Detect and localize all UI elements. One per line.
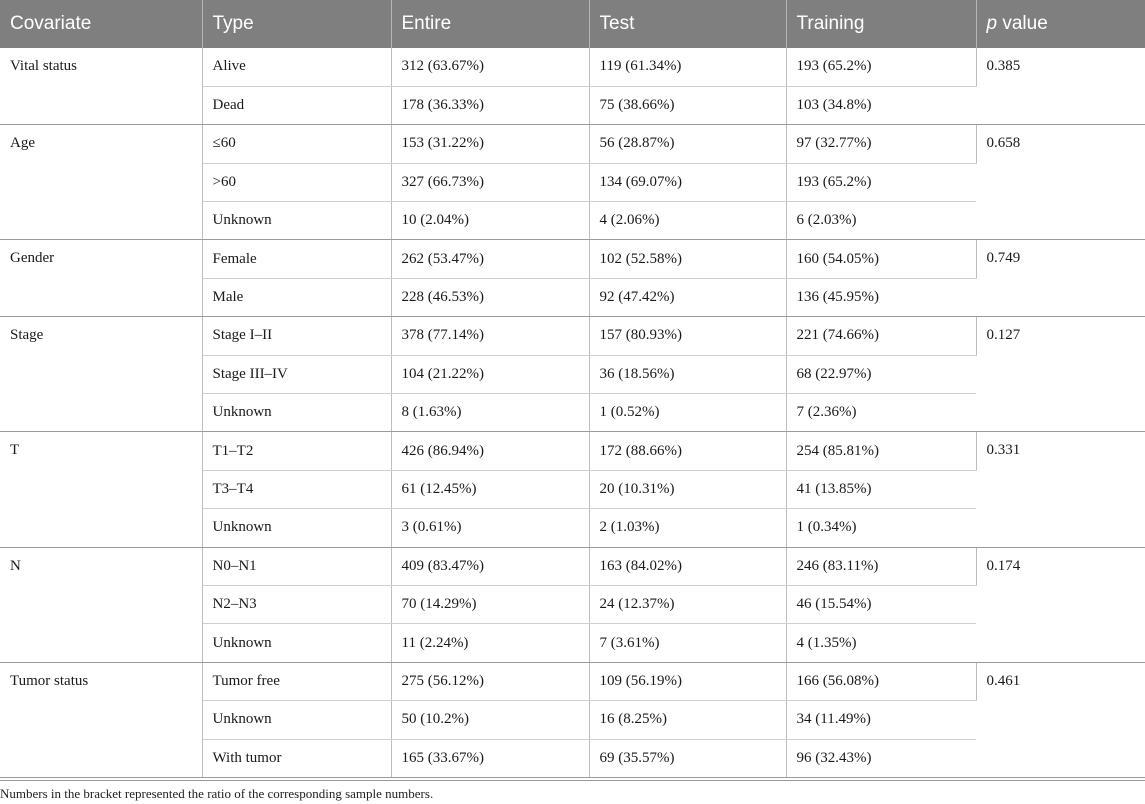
test-cell: 36 (18.56%) (589, 355, 786, 393)
entire-cell: 275 (56.12%) (391, 662, 589, 700)
covariate-cell: Tumor status (0, 662, 202, 777)
header-type: Type (202, 0, 391, 48)
entire-cell: 3 (0.61%) (391, 509, 589, 547)
table-row (0, 432, 1145, 470)
training-cell: 7 (2.36%) (786, 394, 976, 432)
training-cell: 96 (32.43%) (786, 739, 976, 777)
training-cell: 97 (32.77%) (786, 125, 976, 163)
p-value-cell: 0.749 (976, 240, 1145, 317)
type-cell: Dead (202, 86, 391, 124)
type-cell: Unknown (202, 701, 391, 739)
training-cell: 41 (13.85%) (786, 470, 976, 508)
table-row (0, 662, 1145, 700)
entire-cell: 50 (10.2%) (391, 701, 589, 739)
test-cell: 20 (10.31%) (589, 470, 786, 508)
entire-cell: 10 (2.04%) (391, 202, 589, 240)
type-cell: Tumor free (202, 662, 391, 700)
entire-cell: 426 (86.94%) (391, 432, 589, 470)
type-cell: T1–T2 (202, 432, 391, 470)
header-p-italic: p (986, 13, 998, 34)
header-p-rest: value (997, 13, 1048, 34)
table-header (0, 0, 1145, 48)
training-cell: 46 (15.54%) (786, 585, 976, 623)
test-cell: 7 (3.61%) (589, 624, 786, 662)
entire-cell: 409 (83.47%) (391, 547, 589, 585)
entire-cell: 11 (2.24%) (391, 624, 589, 662)
header-row (0, 0, 1145, 48)
training-cell: 34 (11.49%) (786, 701, 976, 739)
table-row (0, 125, 1145, 163)
training-cell: 136 (45.95%) (786, 278, 976, 316)
type-cell: Unknown (202, 509, 391, 547)
type-cell: ≤60 (202, 125, 391, 163)
entire-cell: 61 (12.45%) (391, 470, 589, 508)
p-value-cell: 0.658 (976, 125, 1145, 240)
covariate-cell: Gender (0, 240, 202, 317)
test-cell: 119 (61.34%) (589, 48, 786, 86)
test-cell: 75 (38.66%) (589, 86, 786, 124)
training-cell: 221 (74.66%) (786, 317, 976, 355)
test-cell: 56 (28.87%) (589, 125, 786, 163)
entire-cell: 104 (21.22%) (391, 355, 589, 393)
covariate-cell: Stage (0, 317, 202, 432)
training-cell: 246 (83.11%) (786, 547, 976, 585)
type-cell: Unknown (202, 394, 391, 432)
training-cell: 6 (2.03%) (786, 202, 976, 240)
training-cell: 1 (0.34%) (786, 509, 976, 547)
type-cell: Alive (202, 48, 391, 86)
entire-cell: 228 (46.53%) (391, 278, 589, 316)
type-cell: Unknown (202, 202, 391, 240)
p-value-cell: 0.127 (976, 317, 1145, 432)
test-cell: 2 (1.03%) (589, 509, 786, 547)
table-footnote: Numbers in the bracket represented the ratio of the corresponding sample numbers. (0, 786, 434, 801)
test-cell: 172 (88.66%) (589, 432, 786, 470)
training-cell: 103 (34.8%) (786, 86, 976, 124)
table-row (0, 240, 1145, 278)
test-cell: 1 (0.52%) (589, 394, 786, 432)
type-cell: N2–N3 (202, 585, 391, 623)
header-p-value (976, 0, 1145, 48)
test-cell: 102 (52.58%) (589, 240, 786, 278)
type-cell: Male (202, 278, 391, 316)
entire-cell: 8 (1.63%) (391, 394, 589, 432)
p-value-cell: 0.331 (976, 432, 1145, 547)
covariate-cell: N (0, 547, 202, 662)
header-covariate: Covariate (0, 0, 202, 48)
test-cell: 4 (2.06%) (589, 202, 786, 240)
covariate-cell: Age (0, 125, 202, 240)
entire-cell: 378 (77.14%) (391, 317, 589, 355)
table-row (0, 547, 1145, 585)
test-cell: 24 (12.37%) (589, 585, 786, 623)
type-cell: Stage I–II (202, 317, 391, 355)
type-cell: Stage III–IV (202, 355, 391, 393)
entire-cell: 153 (31.22%) (391, 125, 589, 163)
entire-cell: 262 (53.47%) (391, 240, 589, 278)
test-cell: 134 (69.07%) (589, 163, 786, 201)
table-row (0, 317, 1145, 355)
type-cell: With tumor (202, 739, 391, 777)
table-row (0, 48, 1145, 86)
header-training: Training (786, 0, 976, 48)
covariate-cell: T (0, 432, 202, 547)
type-cell: Female (202, 240, 391, 278)
test-cell: 163 (84.02%) (589, 547, 786, 585)
training-cell: 193 (65.2%) (786, 48, 976, 86)
covariate-cell: Vital status (0, 48, 202, 125)
training-cell: 166 (56.08%) (786, 662, 976, 700)
type-cell: Unknown (202, 624, 391, 662)
entire-cell: 312 (63.67%) (391, 48, 589, 86)
training-cell: 254 (85.81%) (786, 432, 976, 470)
p-value-cell: 0.174 (976, 547, 1145, 662)
entire-cell: 70 (14.29%) (391, 585, 589, 623)
test-cell: 16 (8.25%) (589, 701, 786, 739)
type-cell: T3–T4 (202, 470, 391, 508)
type-cell: N0–N1 (202, 547, 391, 585)
training-cell: 68 (22.97%) (786, 355, 976, 393)
test-cell: 92 (47.42%) (589, 278, 786, 316)
entire-cell: 165 (33.67%) (391, 739, 589, 777)
training-cell: 160 (54.05%) (786, 240, 976, 278)
test-cell: 157 (80.93%) (589, 317, 786, 355)
header-entire: Entire (391, 0, 589, 48)
training-cell: 4 (1.35%) (786, 624, 976, 662)
p-value-cell: 0.461 (976, 662, 1145, 777)
training-cell: 193 (65.2%) (786, 163, 976, 201)
entire-cell: 327 (66.73%) (391, 163, 589, 201)
header-test: Test (589, 0, 786, 48)
type-cell: >60 (202, 163, 391, 201)
test-cell: 109 (56.19%) (589, 662, 786, 700)
p-value-cell: 0.385 (976, 48, 1145, 125)
entire-cell: 178 (36.33%) (391, 86, 589, 124)
test-cell: 69 (35.57%) (589, 739, 786, 777)
table-body (0, 48, 1145, 777)
